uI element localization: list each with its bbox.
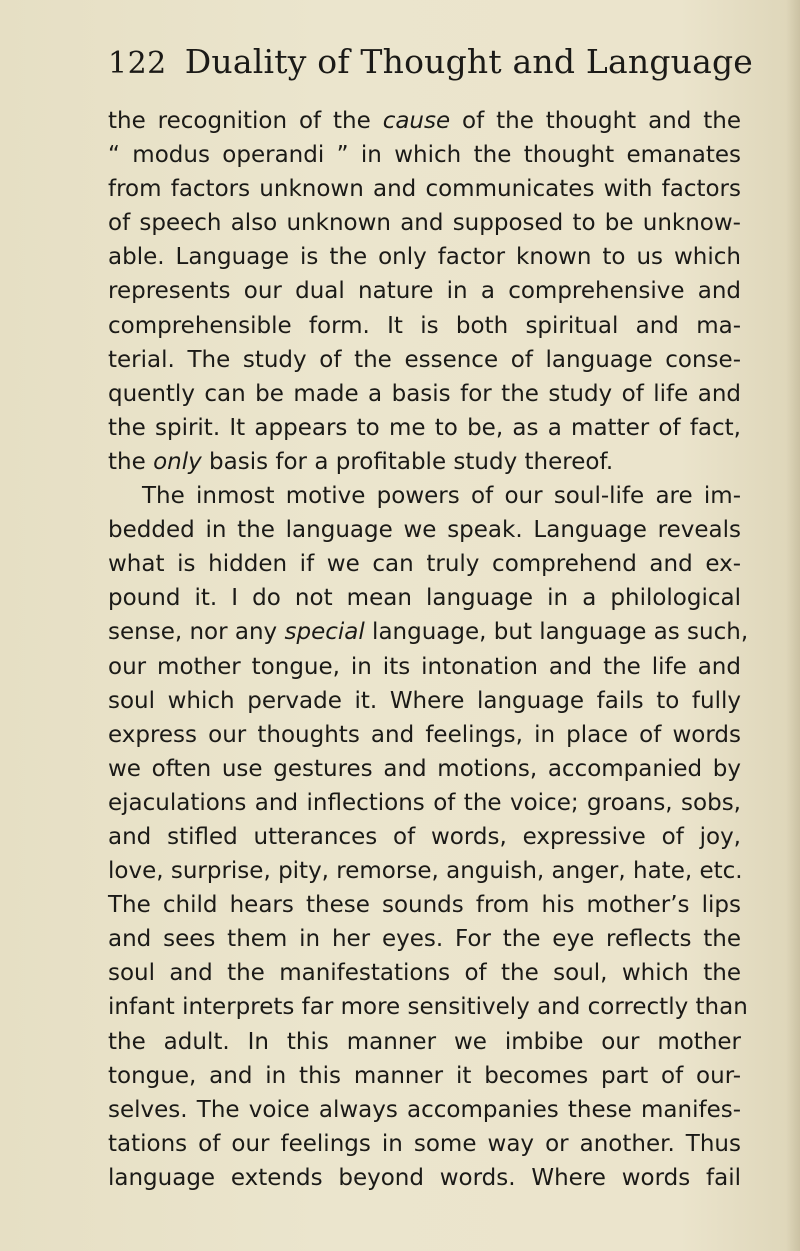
page-edge-shadow <box>786 0 800 1251</box>
text-line <box>108 547 741 581</box>
text-line <box>108 309 741 343</box>
text-line <box>108 615 749 649</box>
text-run: of speech also unknown and supposed to be unknow- <box>108 210 741 237</box>
text-run: selves. The voice always accompanies these manifes- <box>108 1096 741 1123</box>
text-line <box>108 206 741 240</box>
running-title: Duality of Thought and Language <box>184 42 754 81</box>
text-run: the spirit. It appears to me to be, as a matter of fact, <box>108 414 741 441</box>
text-run: basis for a profitable study thereof. <box>201 448 614 475</box>
text-run: the adult. In this manner we imbibe our mother <box>108 1028 741 1055</box>
text-run: soul and the manifestations of the soul, which the <box>108 960 741 987</box>
text-run: of the thought and the <box>450 108 741 134</box>
text-run: The child hears these sounds from his mother’s lips <box>108 892 741 919</box>
page-number: 122 <box>108 46 167 81</box>
text-line <box>108 752 741 786</box>
text-run: “ modus operandi ” in which the thought emanates <box>108 142 741 169</box>
text-run: able. Language is the only factor known to us which <box>108 244 741 271</box>
text-run: sense, nor any <box>108 619 285 646</box>
text-run: language, but language as such, <box>364 619 749 646</box>
text-run: soul which pervade it. Where language fails to fully <box>108 687 741 714</box>
text-run: we often use gestures and motions, accompanied by <box>108 755 741 782</box>
text-line <box>108 888 741 922</box>
text-run: The inmost motive powers of our soul-life are im- <box>142 483 741 510</box>
body-text <box>108 104 749 1195</box>
text-run: what is hidden if we can truly comprehend and ex- <box>108 551 741 578</box>
text-run: infant interprets far more sensitively and correctly than <box>108 994 748 1021</box>
text-line <box>108 650 741 684</box>
text-line <box>108 684 741 718</box>
text-run: our mother tongue, in its intonation and the life and <box>108 653 741 680</box>
text-line <box>108 1059 741 1093</box>
text-run: ejaculations and inflections of the voice; groans, sobs, <box>108 789 741 816</box>
text-line <box>108 1025 741 1059</box>
text-line <box>108 104 741 138</box>
text-line <box>108 718 741 752</box>
text-run: language extends beyond words. Where words fail <box>108 1164 741 1191</box>
text-run: bedded in the language we speak. Language reveals <box>108 517 741 544</box>
text-line <box>108 1161 741 1195</box>
text-line <box>108 240 741 274</box>
text-run: tongue, and in this manner it becomes part of our- <box>108 1062 741 1089</box>
text-line <box>108 956 741 990</box>
text-line <box>108 377 741 411</box>
text-line <box>108 854 741 888</box>
text-run: tations of our feelings in some way or another. Thus <box>108 1130 741 1157</box>
text-run: the recognition of the <box>108 108 383 134</box>
text-line <box>108 411 741 445</box>
text-run: from factors unknown and communicates with factors <box>108 176 741 203</box>
text-line <box>108 990 748 1024</box>
text-run: and stifled utterances of words, expressive of joy, <box>108 823 741 850</box>
italic-word: cause <box>382 108 451 134</box>
text-line <box>108 343 741 377</box>
text-run: pound it. I do not mean language in a philological <box>108 585 741 612</box>
text-run: quently can be made a basis for the study of life and <box>108 380 741 407</box>
text-line <box>108 274 741 308</box>
text-line <box>108 138 741 172</box>
text-line <box>108 1093 741 1127</box>
text-line <box>108 445 741 479</box>
italic-word: only <box>153 448 202 475</box>
text-run: and sees them in her eyes. For the eye reflects the <box>108 926 741 953</box>
text-run: the <box>108 448 154 475</box>
text-run: express our thoughts and feelings, in place of words <box>108 721 741 748</box>
text-line <box>108 922 741 956</box>
text-line <box>108 513 741 547</box>
text-line <box>108 479 741 513</box>
italic-word: special <box>284 619 365 646</box>
text-line <box>108 786 741 820</box>
text-line <box>108 1127 741 1161</box>
text-run: comprehensible form. It is both spiritual and ma- <box>108 312 741 339</box>
running-header <box>108 42 754 92</box>
text-run: represents our dual nature in a comprehensive and <box>108 278 741 305</box>
text-run: terial. The study of the essence of language conse- <box>108 346 741 373</box>
text-line <box>108 820 741 854</box>
text-run: love, surprise, pity, remorse, anguish, anger, hate, etc. <box>108 858 743 885</box>
text-line <box>108 581 741 615</box>
text-line <box>108 172 741 206</box>
